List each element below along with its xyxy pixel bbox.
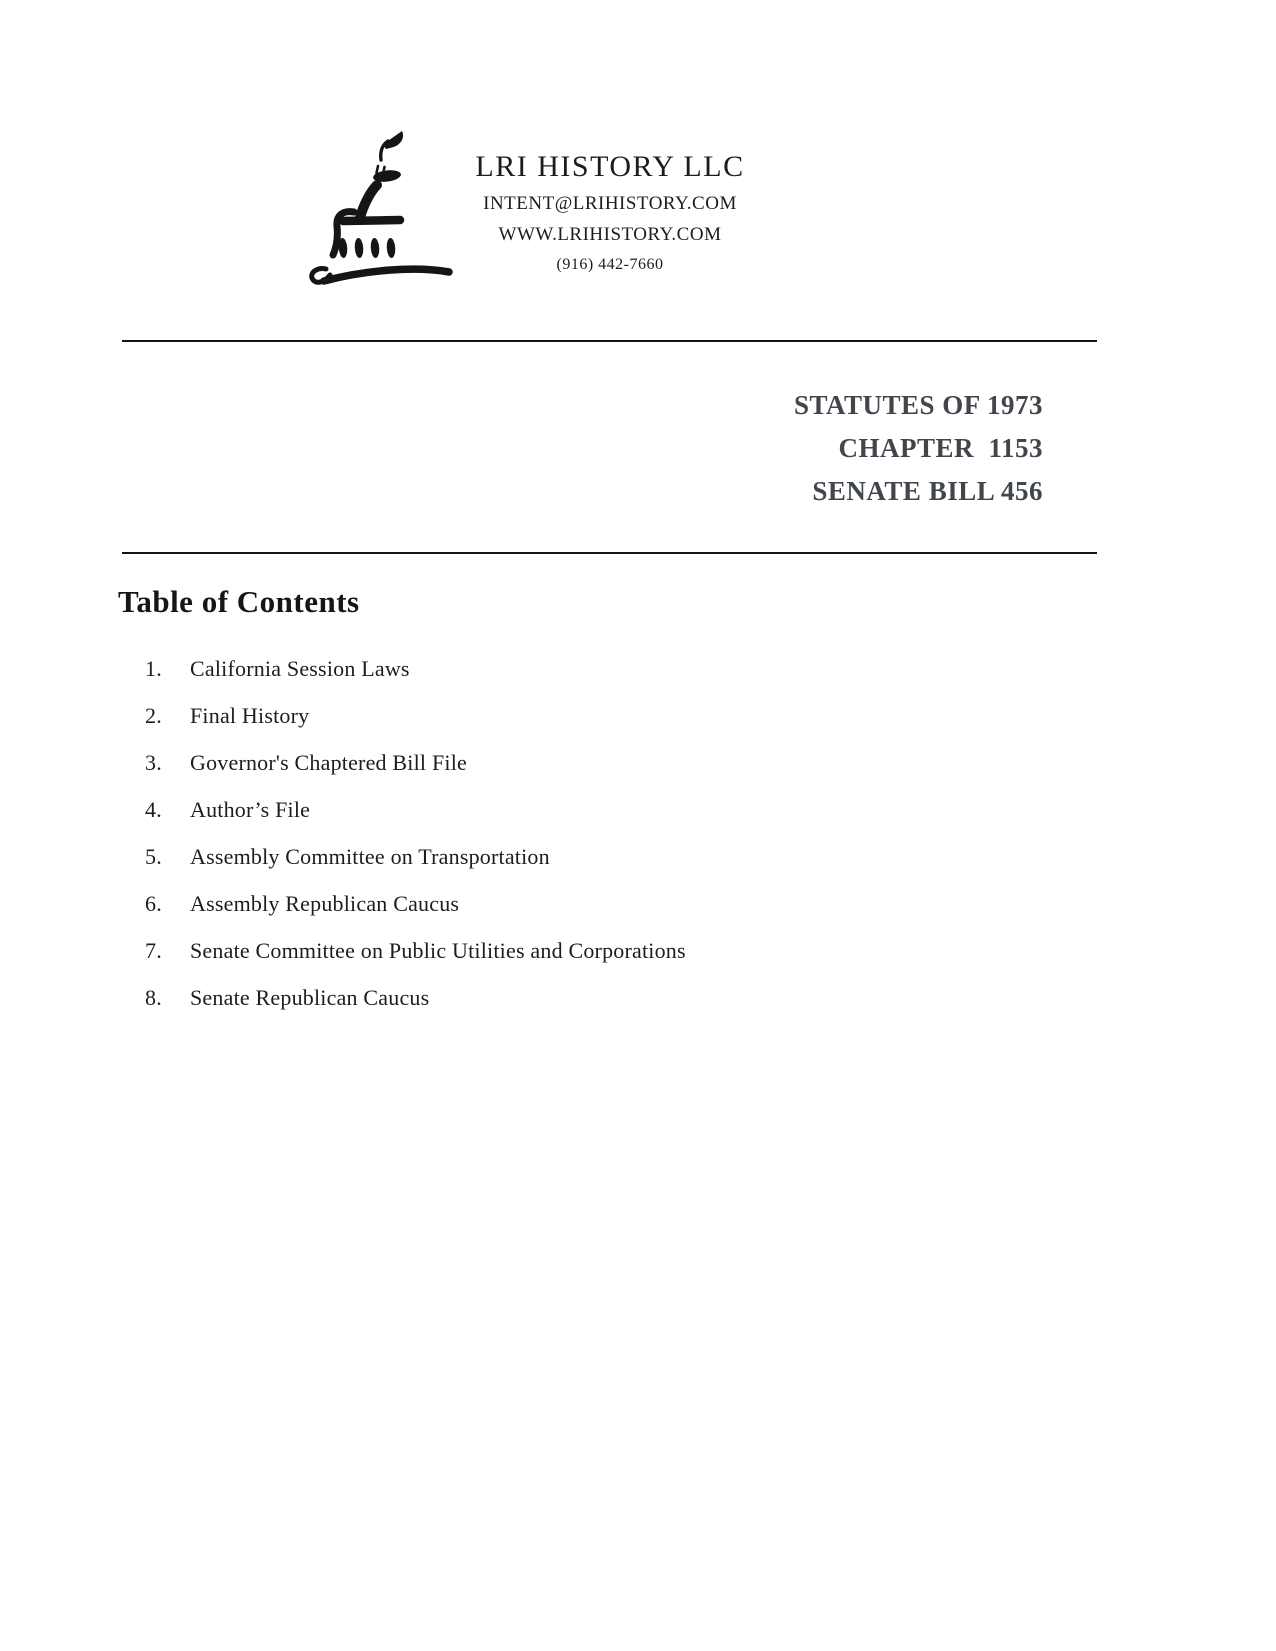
toc-item-label: Senate Republican Caucus xyxy=(190,984,430,1010)
toc-item-label: Assembly Committee on Transportation xyxy=(190,843,550,869)
toc-item-number: 8. xyxy=(145,984,162,1010)
statute-reference xyxy=(0,384,1043,513)
toc-item-number: 4. xyxy=(145,796,162,822)
toc-item xyxy=(145,692,1095,739)
toc-item-label: Governor's Chaptered Bill File xyxy=(190,749,467,775)
toc-item xyxy=(145,927,1095,974)
toc-item xyxy=(145,786,1095,833)
toc-item xyxy=(145,880,1095,927)
toc-item xyxy=(145,974,1095,1021)
toc-item xyxy=(145,739,1095,786)
company-website: WWW.LRIHISTORY.COM xyxy=(498,224,722,245)
company-header xyxy=(430,150,790,274)
company-name: LRI HISTORY LLC xyxy=(475,150,745,183)
toc-item-label: Senate Committee on Public Utilities and Corporations xyxy=(190,937,686,963)
statutes-year-line: STATUTES OF 1973 xyxy=(793,390,1043,420)
divider-bottom xyxy=(122,552,1097,554)
toc-item-number: 1. xyxy=(145,655,162,681)
toc-item-label: Final History xyxy=(190,702,310,728)
toc-item xyxy=(145,645,1095,692)
toc-item-number: 2. xyxy=(145,702,162,728)
toc-item xyxy=(145,833,1095,880)
toc-item-number: 7. xyxy=(145,937,162,963)
toc-item-label: California Session Laws xyxy=(190,655,410,681)
toc-list xyxy=(145,645,1095,1021)
company-email: INTENT@LRIHISTORY.COM xyxy=(483,193,737,214)
chapter-line: CHAPTER 1153 xyxy=(838,433,1043,463)
company-phone: (916) 442-7660 xyxy=(556,256,664,273)
toc-item-label: Author’s File xyxy=(190,796,311,822)
toc-item-number: 3. xyxy=(145,749,162,775)
senate-bill-line: SENATE BILL 456 xyxy=(812,476,1043,506)
divider-top xyxy=(122,340,1097,342)
toc-title: Table of Contents xyxy=(118,584,360,619)
toc-item-number: 5. xyxy=(145,843,162,869)
toc-item-label: Assembly Republican Caucus xyxy=(190,890,460,916)
toc-item-number: 6. xyxy=(145,890,162,916)
